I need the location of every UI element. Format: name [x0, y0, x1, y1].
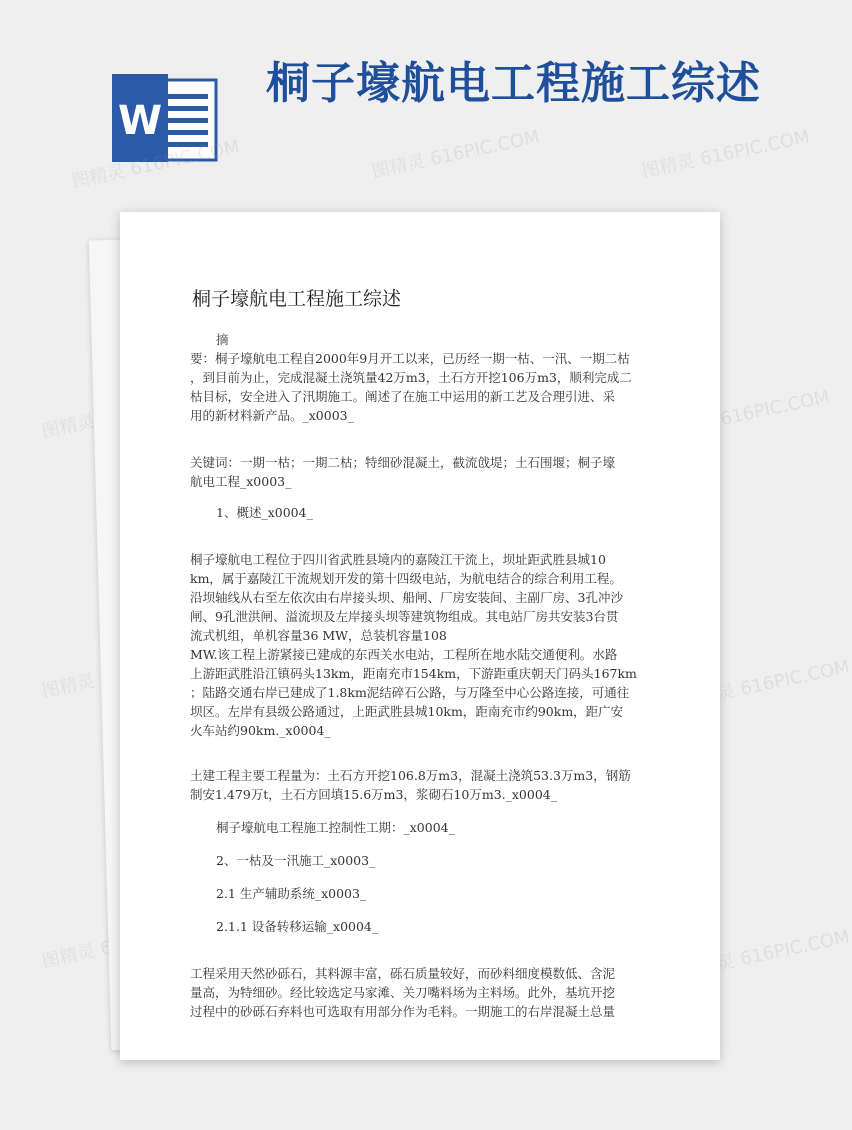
overview-line: 沿坝轴线从右至左依次由右岸接头坝、船闸、厂房安装间、主副厂房、3孔冲沙 — [190, 590, 623, 605]
overview-line: MW.该工程上游紧接已建成的东西关水电站，工程所在地水陆交通便利。水路 — [190, 647, 618, 662]
materials-line: 工程采用天然砂砾石，其料源丰富，砾石质量较好，而砂料细度模数低、含泥 — [190, 966, 616, 981]
document-title: 桐子壕航电工程施工综述 — [192, 288, 402, 310]
overview-line: 上游距武胜沿江镇码头13km，距南充市154km，下游距重庆朝天门码头167km — [190, 666, 637, 681]
watermark: 图精灵 616PIC.COM — [369, 126, 542, 183]
overview-line: 火车站约90km._x0004_ — [190, 723, 331, 738]
word-icon — [108, 72, 220, 164]
overview-line: 坝区。左岸有县级公路通过，上距武胜县城10km，距南充市约90km，距广安 — [190, 704, 624, 719]
abstract-line: 要：桐子壕航电工程自2000年9月开工以来，已历经一期一枯、一汛、一期二枯 — [190, 351, 630, 366]
word-icon-letter: W — [117, 98, 163, 144]
schedule-heading: 桐子壕航电工程施工控制性工期：_x0004_ — [216, 820, 455, 835]
section-heading-2-1: 2.1 生产辅助系统_x0003_ — [216, 886, 367, 901]
section-heading-overview: 1、概述_x0004_ — [216, 505, 313, 520]
abstract-heading: 摘 — [216, 332, 229, 347]
materials-line: 量高，为特细砂。经比较选定马家滩、关刀嘴料场为主料场。此外，基坑开挖 — [190, 985, 616, 1000]
quantities-line: 制安1.479万t，土石方回填15.6万m3，浆砌石10万m3._x0004_ — [190, 787, 557, 802]
overview-line: 桐子壕航电工程位于四川省武胜县境内的嘉陵江干流上，坝址距武胜县城10 — [190, 552, 606, 567]
document-body — [190, 330, 638, 1021]
watermark: 图精灵 616PIC.COM — [69, 136, 242, 193]
document-page — [120, 212, 720, 1060]
overview-line: 流式机组，单机容量36 MW，总装机容量108 — [190, 628, 447, 643]
section-heading-2-1-1: 2.1.1 设备转移运输_x0004_ — [216, 919, 379, 934]
materials-paragraph — [190, 964, 638, 1021]
overview-line: km，属于嘉陵江干流规划开发的第十四级电站，为航电结合的综合利用工程。 — [190, 571, 622, 586]
watermark: 图精灵 616PIC.COM — [639, 126, 812, 183]
abstract-line: ，到目前为止，完成混凝土浇筑量42万m3，土石方开挖106万m3，顺利完成二 — [190, 370, 632, 385]
quantities-line: 土建工程主要工程量为：土石方开挖106.8万m3，混凝土浇筑53.3万m3，钢筋 — [190, 768, 631, 783]
quantities-paragraph — [190, 766, 638, 804]
section-heading-2: 2、一枯及一汛施工_x0003_ — [216, 853, 376, 868]
keywords-line: 关键词：一期一枯；一期二枯；特细砂混凝土，截流戗堤；土石围堰；桐子壕 — [190, 455, 616, 470]
materials-line: 过程中的砂砾石弃料也可选取有用部分作为毛料。一期施工的右岸混凝土总量 — [190, 1004, 616, 1019]
watermark: 图精灵 616PIC.COM — [659, 386, 832, 443]
watermark: 图精灵 — [39, 940, 98, 973]
watermark: 图精灵 — [39, 410, 98, 443]
watermark: 图精灵 616PIC.COM — [679, 656, 852, 713]
abstract-line: 用的新材料新产品。_x0003_ — [190, 408, 354, 423]
abstract — [190, 349, 638, 425]
watermark: 图精灵 616PIC.COM — [679, 926, 852, 983]
overview-line: 闸、9孔泄洪闸、溢流坝及左岸接头坝等建筑物组成。其电站厂房共安装3台贯 — [190, 609, 619, 624]
keywords — [190, 453, 638, 491]
overview-line: ；陆路交通右岸已建成了1.8km泥结碎石公路，与万隆至中心公路连接，可通往 — [190, 685, 630, 700]
banner-title: 桐子壕航电工程施工综述 — [266, 58, 761, 109]
keywords-line: 航电工程_x0003_ — [190, 474, 292, 489]
watermark: 图精灵 — [39, 670, 98, 703]
abstract-line: 枯目标，安全进入了汛期施工。阐述了在施工中运用的新工艺及合理引进、采 — [190, 389, 616, 404]
overview-paragraph — [190, 550, 638, 740]
